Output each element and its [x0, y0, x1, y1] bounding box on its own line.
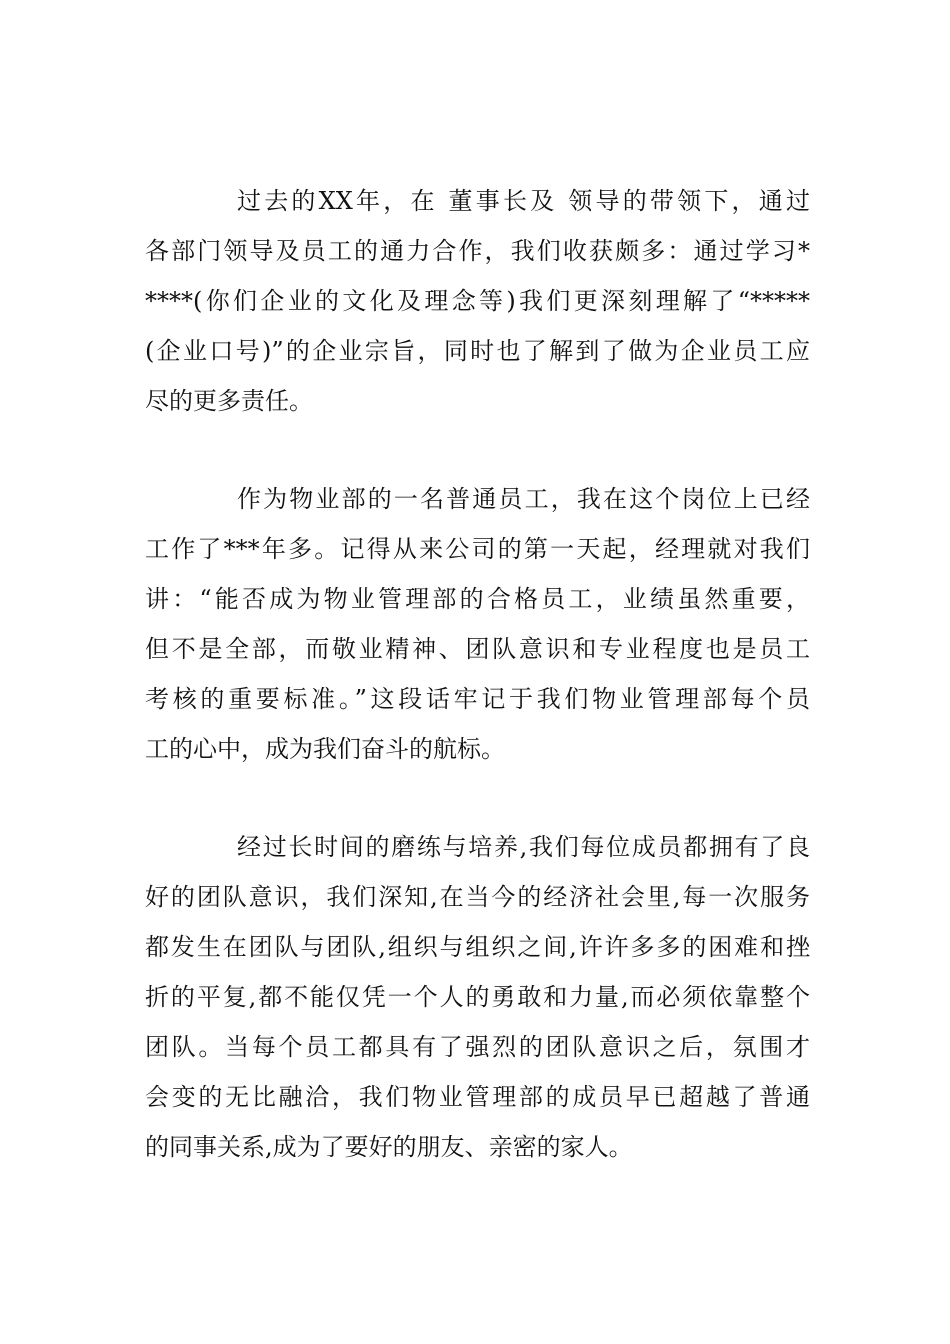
- paragraph-line: 折的平复,都不能仅凭一个人的勇敢和力量,而必须依靠整个: [145, 983, 810, 1011]
- paragraph-line: 会变的无比融洽，我们物业管理部的成员早已超越了普通: [145, 1083, 810, 1111]
- paragraph-line: ****(你们企业的文化及理念等)我们更深刻理解了“*****: [145, 287, 810, 315]
- paragraph-line: 尽的更多责任。: [145, 387, 313, 415]
- paragraph-2: [145, 474, 810, 774]
- paragraph-line: 工作了***年多。记得从来公司的第一天起，经理就对我们: [145, 535, 810, 563]
- paragraph-line: 好的团队意识，我们深知,在当今的经济社会里,每一次服务: [145, 883, 810, 911]
- paragraph-3: [145, 822, 810, 1172]
- paragraph-line: 但不是全部，而敬业精神、团队意识和专业程度也是员工: [145, 635, 810, 663]
- paragraph-line: 都发生在团队与团队,组织与组织之间,许许多多的困难和挫: [145, 933, 810, 961]
- paragraph-line: 过去的XX年，在 董事长及 领导的带领下，通过: [237, 187, 810, 215]
- paragraph-line: 工的心中，成为我们奋斗的航标。: [145, 735, 505, 763]
- paragraph-line: 各部门领导及员工的通力合作，我们收获颇多：通过学习*: [145, 237, 810, 265]
- paragraph-line: (企业口号)”的企业宗旨，同时也了解到了做为企业员工应: [145, 337, 810, 365]
- paragraph-line: 考核的重要标准。”这段话牢记于我们物业管理部每个员: [145, 685, 810, 713]
- paragraph-1: [145, 176, 810, 426]
- paragraph-line: 团队。当每个员工都具有了强烈的团队意识之后，氛围才: [145, 1033, 810, 1061]
- paragraph-line: 作为物业部的一名普通员工，我在这个岗位上已经: [237, 485, 810, 513]
- paragraph-line: 的同事关系,成为了要好的朋友、亲密的家人。: [145, 1133, 633, 1161]
- paragraph-line: 讲：“能否成为物业管理部的合格员工，业绩虽然重要，: [145, 585, 810, 613]
- paragraph-line: 经过长时间的磨练与培养,我们每位成员都拥有了良: [237, 833, 810, 861]
